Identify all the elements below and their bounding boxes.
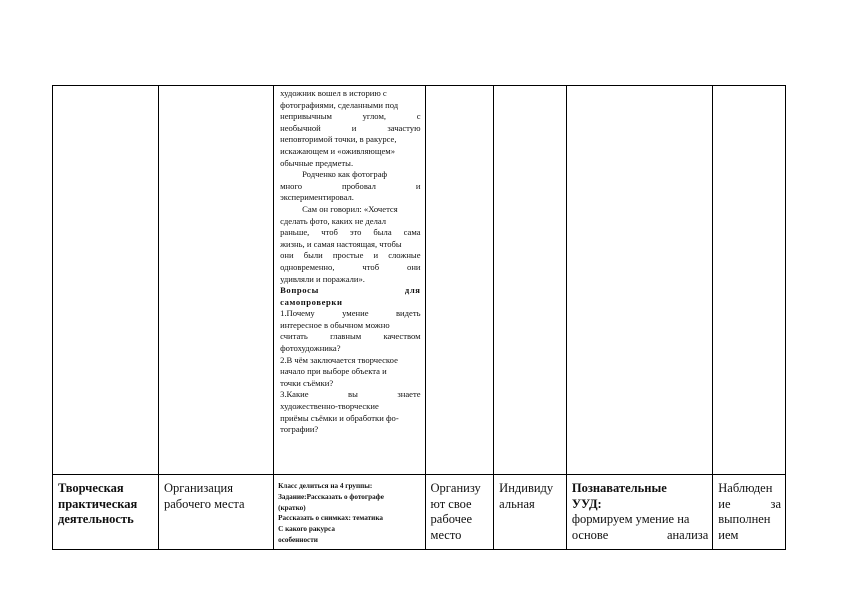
question-line: 3.Какие вы знаете: [280, 389, 421, 400]
content-line: необычной и зачастую: [280, 122, 421, 133]
content-line: раньше, чтоб это была сама: [280, 227, 421, 238]
uud-cell: [566, 475, 712, 550]
content-line: Рассказать о снимках: тематика: [278, 514, 383, 523]
table-row: [53, 86, 786, 475]
task-cell: [159, 475, 274, 550]
teacher-cell: [425, 475, 494, 550]
content-line: обычные предметы.: [280, 157, 354, 168]
form-cell: [494, 475, 567, 550]
control-line: Наблюден: [718, 481, 773, 495]
stage-cell-empty: [53, 86, 159, 475]
control-cell: [713, 475, 786, 550]
question-line: фотохудожника?: [280, 343, 341, 354]
stage-line: Творческая: [58, 481, 124, 495]
question-line: 2.В чём заключается творческое: [280, 354, 398, 365]
task-cell-empty: [159, 86, 274, 475]
teacher-cell-empty: [425, 86, 494, 475]
content-line: особенности: [278, 535, 318, 544]
content-line: много пробовал и: [280, 180, 421, 191]
questions-heading: Вопросы для: [280, 285, 421, 296]
content-line: искажающем и «оживляющем»: [280, 145, 395, 156]
control-line: выполнен: [718, 512, 771, 526]
content-line: С какого ракурса: [278, 525, 335, 534]
question-line: приёмы съёмки и обработки фо-: [280, 412, 399, 423]
stage-cell: [53, 475, 159, 550]
question-line: тографии?: [280, 424, 319, 435]
lesson-plan-table: [52, 85, 786, 550]
teacher-line: место: [430, 527, 462, 542]
uud-line: основе анализа: [571, 527, 709, 542]
question-line: 1.Почему умение видеть: [280, 308, 421, 319]
form-cell-empty: [494, 86, 567, 475]
content-line: неповторимой точки, в ракурсе,: [280, 134, 397, 145]
content-line: сделать фото, каких не делал: [280, 215, 387, 226]
uud-line: Познавательные: [571, 481, 667, 495]
form-line: альная: [499, 496, 535, 511]
content-line: Класс делиться на 4 группы:: [278, 482, 373, 490]
control-line: ием: [718, 527, 739, 542]
task-line: рабочего места: [164, 496, 245, 511]
teacher-line: Организу: [430, 481, 481, 495]
table-row: [53, 475, 786, 550]
control-line: ие за: [718, 496, 781, 511]
content-line: экспериментировал.: [280, 192, 354, 203]
control-cell-empty: [713, 86, 786, 475]
question-line: художественно-творческие: [280, 401, 379, 412]
stage-line: деятельность: [58, 512, 134, 526]
question-line: считать главным качеством: [280, 331, 421, 342]
content-line: Задание:Рассказать о фотографе: [278, 492, 384, 501]
content-line: художник вошел в историю с: [280, 88, 387, 98]
questions-heading: самопроверки: [280, 296, 343, 307]
question-line: интересное в обычном можно: [280, 319, 390, 330]
content-line: фотографиями, сделанными под: [280, 99, 399, 110]
content-line: одновременно, чтоб они: [280, 261, 421, 272]
uud-line: УУД:: [571, 496, 602, 511]
uud-line: формируем умение на: [571, 512, 690, 526]
content-cell: [274, 475, 425, 550]
teacher-line: ют свое: [430, 496, 472, 511]
content-line: (кратко): [278, 503, 306, 512]
content-line: они были простые и сложные: [280, 250, 421, 261]
content-line: удивляли и поражали».: [280, 273, 365, 284]
task-line: Организация: [164, 481, 233, 495]
content-line: жизнь, и самая настоящая, чтобы: [280, 238, 402, 249]
question-line: начало при выборе объекта и: [280, 366, 387, 377]
question-line: точки съёмки?: [280, 377, 334, 388]
content-line: Родченко как фотограф: [302, 169, 388, 180]
form-line: Индивиду: [499, 481, 554, 495]
content-line: Сам он говорил: «Хочется: [302, 203, 398, 214]
stage-line: практическая: [58, 496, 138, 511]
content-cell: [274, 86, 425, 475]
uud-cell-empty: [566, 86, 712, 475]
teacher-line: рабочее: [430, 512, 472, 526]
content-line: непривычным углом, с: [280, 111, 421, 122]
